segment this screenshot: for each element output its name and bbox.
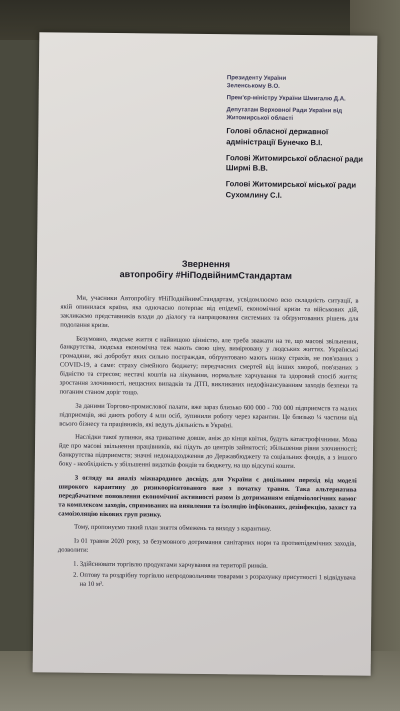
document-sheet [33,32,378,676]
paragraph-human-life: Безумовно, людське життя є найвищою цінністю, але треба зважати на те, що масові звільнення, банкрутства, людська економічна теж мають свою ціну, вимірювану у людських життях. Українські громадяни, які добробут яких сильно постраждав, обґрунтовано мають низку страхів, не пов'язаних з COVID-19, а саме: страху сімейного бюджету; передчасних смертей від інших хвороб, пов'язаних з бідністю та стресом; нестачі коштів на лікування, нормальне харчування та здоровий спосіб життя; зростання злочинності, нещасних випадків та ДТП, викликаних недофінансуванням заходів безпеки та поганим станом доріг тощо. [59,335,359,397]
addressee-oda-head: Голові обласної державної адміністрації Бунечко В.І. [226,126,329,147]
paragraph-statistics: За даними Торгово-промислової палати, вже зараз близько 600 000 - 700 000 підприємств та малих підприємців, які дають роботу 4 млн осіб, зупинили роботу через карантин. Це близько ¼ частини від всього бізнесу та працівників, які ведуть діяльність в Україні. [59,402,358,429]
addressee-city-council-head: Голові Житомирської міської ради Сухомлину С.І. [225,179,357,200]
addressee-oblast-council-head: Голові Житомирської обласної ради Ширмі В.В. [225,153,364,173]
list-item: 2. Оптову та роздрібну торгівлю непродовольчими товарами з розрахунку присутності 1 відвідувача на 10 м². [80,572,356,593]
document-title [37,257,375,283]
paragraph-from-may: Із 01 травня 2020 року, за безумовного дотримання санітарних норм та протиепідемічних заходів, дозволити: [57,538,357,555]
title-line-1: Звернення [181,258,231,270]
addressee-president: Президенту України Зеленському В.О. [226,75,287,90]
paragraph-international-experience: З огляду на аналіз міжнародного досвіду, для України є доцільним перехід від моделі широкого карантину до ризикоорієнтованого вже з початку травня. Така альтернатива передбачатиме поновлення економічної активності разом із дотриманням епідеміологічних вимог та комплексом заходів, спрямованих на виявлення та ізоляцію інфікованих, дезінфекцію, захист та самоізоляцію вікових груп ризику. [58,474,357,519]
document-body [58,294,359,594]
paragraph-consequences: Наслідки такої зупинки, яка триватиме довше, аніж до кінця квітня, будуть катастрофічними. Мова йде про масові звільнення працівників, які підуть до центрів зайнятості; збільшення рівня злочинності; банкрутства підприємств; значні недонадходження до Державбюджету та соціальних фондів, а з іншого боку - необхідність у збільшенні видатків фондів та бюджету, на що відсутні кошти. [58,434,358,471]
addressees-block [226,74,372,207]
list-item: 1. Здійснювати торгівлю продуктами харчування на території ринків. [80,561,356,573]
title-line-2: автопробігу #НіПодвійнимСтандартам [119,269,292,282]
permitted-list [58,561,356,593]
addressee-deputies: Депутатам Верховної Ради України від Житомирської області [226,107,343,123]
paragraph-intro: Ми, учасники Автопробігу #НіПодвійнимСтандартам, усвідомлюємо всю складність ситуації, в якій опинилася країна, яка одночасно потерпає від епідемії, економічної кризи та військових дій, закликаємо представників влади до діалогу та напрацювання системних та обґрунтованих рішень для подолання кризи. [60,294,359,329]
paragraph-plan: Тому, пропонуємо такий план зняття обмежень та виходу з карантину. [74,524,272,534]
addressee-prime-minister: Прем'єр-міністру України Шмигалю Д.А. [226,95,346,103]
